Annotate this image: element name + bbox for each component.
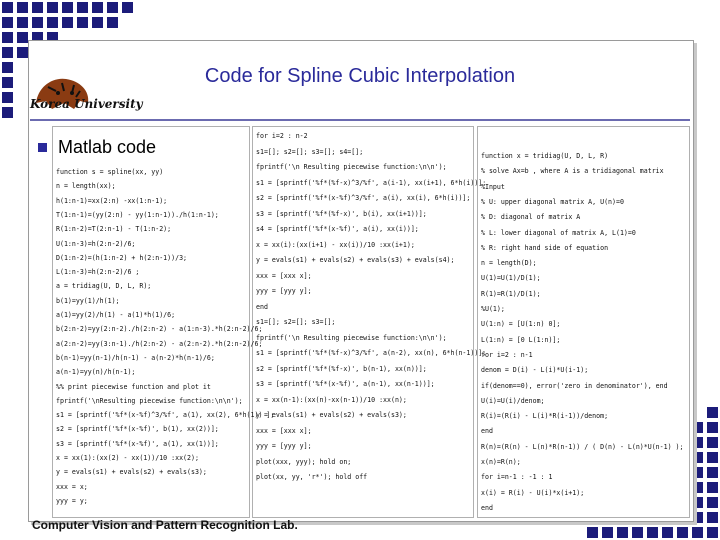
code-line: U(1:n-3)=h(2:n-2)/6; [56, 239, 136, 248]
code-line: y = evals(s1) + evals(s2) + evals(s3) + evals(s4); [256, 256, 455, 264]
code-line: end [481, 427, 493, 436]
code-line: R(1)=R(1)/D(1); [481, 289, 541, 298]
code-line: s2 = [sprintf('%f*(%f-x)', b(n-1), xx(n))]; [256, 364, 427, 373]
code-line: a(n-1)=yy(n)/h(n-1); [56, 368, 136, 377]
code-line: for i=n-1 : -1 : 1 [481, 473, 553, 482]
code-line: %U(1); [481, 305, 505, 313]
code-line: end [256, 302, 268, 311]
code-line: xxx = x; [56, 482, 88, 491]
code-line: h(1:n-1)=xx(2:n) -xx(1:n-1); [56, 196, 168, 205]
code-line: yyy = [yyy y]; [256, 287, 312, 295]
code-line: s1=[]; s2=[]; s3=[]; s4=[]; [256, 147, 364, 156]
bullet-square-icon [38, 143, 47, 152]
code-line: % D: diagonal of matrix A [481, 213, 581, 222]
code-line: x(n)=R(n); [481, 458, 521, 466]
code-line: plot(xx, yy, 'r*'); hold off [256, 473, 368, 481]
code-line: n = length(D); [481, 259, 537, 268]
code-line: for i=2 : n-1 [481, 350, 533, 359]
code-line: U(1:n) = [U(1:n) 0]; [481, 320, 561, 329]
code-line: s2 = [sprintf('%f*(x-%f)', b(1), xx(2))]; [56, 425, 219, 434]
code-line: L(1:n) = [0 L(1:n)]; [481, 335, 561, 344]
code-line: b(2:n-2)=yy(2:n-2)./h(2:n-2) - a(1:n-3).*h(2:n-2)/6; [56, 325, 263, 334]
code-line: xxx = [xxx x]; [256, 426, 312, 435]
code-line: R(i)=(R(i) - L(i)*R(i-1))/denom; [481, 412, 609, 421]
code-line: s1 = [sprintf('%f*(x-%f)^3/%f', a(1), xx(2), 6*h(1)) ]; [56, 411, 275, 420]
code-line: denom = D(i) - L(i)*U(i-1); [481, 366, 589, 375]
code-line: D(1:n-2)=(h(1:n-2) + h(2:n-1))/3; [56, 253, 188, 262]
code-line: % R: right hand side of equation [481, 243, 609, 252]
code-line: s3 = [sprintf('%f*(x-%f)', a(n-1), xx(n-1))]; [256, 380, 435, 388]
slide-title-wrap [0, 65, 720, 88]
title-divider [30, 119, 690, 121]
code-line: yyy = [yyy y]; [256, 442, 312, 450]
code-line: T(1:n-1)=(yy(2:n) - yy(1:n-1))./h(1:n-1); [56, 210, 219, 219]
code-line: x = xx(n-1):(xx(n)-xx(n-1))/10 :xx(n); [256, 395, 407, 404]
code-line: a(1)=yy(2)/h(1) - a(1)*h(1)/6; [56, 311, 176, 319]
code-line: % U: upper diagonal matrix A, U(n)=0 [481, 197, 624, 206]
code-line: function s = spline(xx, yy) [56, 168, 164, 176]
code-line: for i=2 : n-2 [256, 132, 308, 140]
code-line: U(1)=U(1)/D(1); [481, 274, 541, 283]
code-line: fprintf('\n Resulting piecewise function:\n\n'); [256, 333, 447, 342]
code-line: function x = tridiag(U, D, L, R) [481, 152, 609, 160]
code-line: y = evals(s1) + evals(s2) + evals(s3); [56, 468, 207, 477]
code-line: b(1)=yy(1)/h(1); [56, 296, 120, 305]
code-line: R(n)=(R(n) - L(n)*R(n-1)) / ( D(n) - L(n)*U(n-1) ); [481, 442, 684, 451]
code-line: L(1:n-3)=h(2:n-2)/6 ; [56, 268, 140, 277]
code-line: s3 = [sprintf('%f*(x-%f)', a(1), xx(1))]; [56, 439, 219, 448]
code-line: xxx = [xxx x]; [256, 271, 312, 280]
code-line: s1 = [sprintf('%f*(%f-x)^3/%f', a(i-1), xx(i+1), 6*h(i))]; [256, 178, 487, 187]
code-line: x = xx(i):(xx(i+1) - xx(i))/10 :xx(i+1); [256, 240, 415, 249]
code-line: y = evals(s1) + evals(s2) + evals(s3); [256, 411, 407, 419]
slide-title: Code for Spline Cubic Interpolation [204, 65, 516, 87]
code-line: %Input [481, 182, 505, 191]
code-line: end [481, 503, 493, 512]
code-line: plot(xxx, yyy); hold on; [256, 457, 352, 466]
code-line: if(denom==0), error('zero in denominator'), end [481, 381, 668, 390]
code-line: s3 = [sprintf('%f*(%f-x)', b(i), xx(i+1))]; [256, 209, 427, 218]
code-line: x = xx(1):(xx(2) - xx(1))/10 :xx(2); [56, 454, 199, 462]
code-line: U(i)=U(i)/denom; [481, 396, 545, 405]
code-line: s1=[]; s2=[]; s3=[]; [256, 318, 336, 326]
lab-footer: Computer Vision and Pattern Recognition Lab. [32, 518, 298, 532]
code-line: %% print piecewise function and plot it [56, 382, 211, 391]
code-line: fprintf('\nResulting piecewise function:\n\n'); [56, 396, 243, 405]
code-line: b(n-1)=yy(n-1)/h(n-1) - a(n-2)*h(n-1)/6; [56, 353, 215, 362]
code-line: R(1:n-2)=T(2:n-1) - T(1:n-2); [56, 225, 172, 234]
code-line: n = length(xx); [56, 182, 116, 191]
code-line: a = tridiag(U, D, L, R); [56, 282, 152, 291]
code-line: s4 = [sprintf('%f*(x-%f)', a(i), xx(i))]; [256, 225, 419, 233]
code-line: % solve Ax=b , where A is a tridiagonal matrix [481, 167, 664, 176]
code-line: % L: lower diagonal of matrix A, L(1)=0 [481, 228, 636, 237]
code-line: s1 = [sprintf('%f*(%f-x)^3/%f', a(n-2), xx(n), 6*h(n-1))]; [256, 349, 487, 357]
university-logo-text: Korea University [30, 97, 143, 111]
code-line: a(2:n-2)=yy(3:n-1)./h(2:n-2) - a(2:n-2).*h(2:n-2)/6; [56, 339, 263, 348]
code-line: x(i) = R(i) - U(i)*x(i+1); [481, 488, 585, 497]
code-line: yyy = y; [56, 496, 88, 505]
code-line: s2 = [sprintf('%f*(x-%f)^3/%f', a(i), xx(i), 6*h(i))]; [256, 194, 471, 202]
section-heading: Matlab code [58, 137, 157, 157]
code-line: fprintf('\n Resulting piecewise function:\n\n'); [256, 163, 447, 171]
